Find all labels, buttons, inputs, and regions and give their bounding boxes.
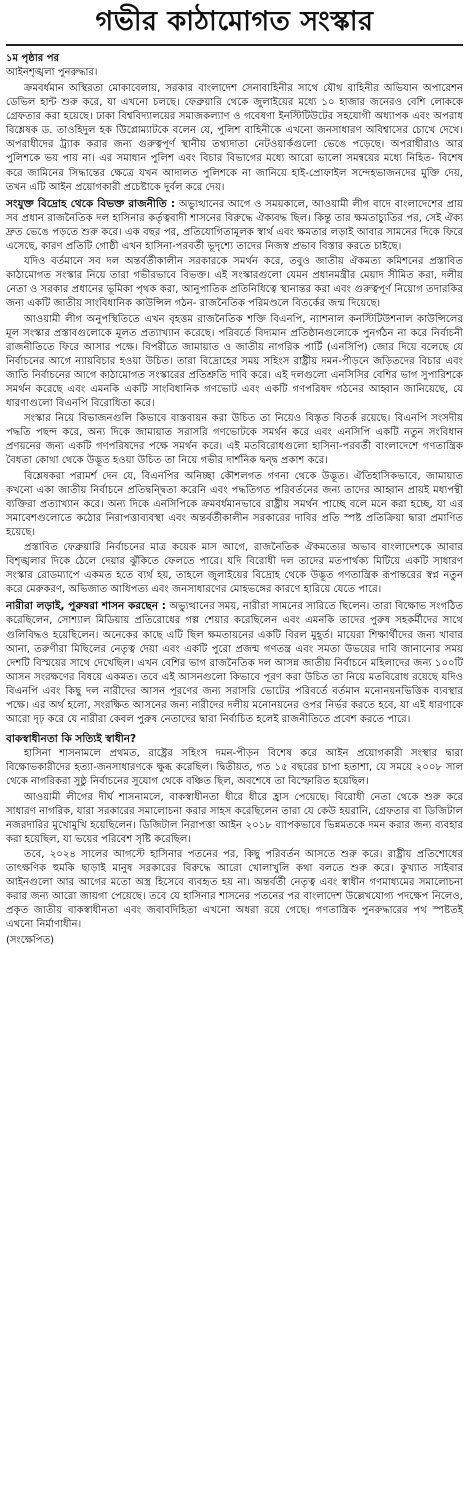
headline-divider (6, 44, 463, 46)
article-page (0, 2, 469, 1504)
subheading-rebellion: সংযুক্ত বিদ্রোহ থেকে বিভক্ত রাজনীতি : (6, 197, 176, 210)
paragraph-hasina-era: হাসিনা শাসনামলে প্রথমত, রাষ্ট্রের সহিংস দমন-পীড়ন বিশেষ করে আইন প্রয়োগকারী সংস্থার দ্বারা বিক্ষোভকারীদের হত্যা-জনসাধারণকে ক্ষুব্ধ করেছিল। দ্বিতীয়ত, গত ১৫ বছরের চাপা হতাশা, যে সময়ে ২০০৮ সাল থেকে নাগরিকরা সুষ্ঠু নির্বাচনের সুযোগ থেকে বঞ্চিত ছিল, অবশেষে তা বিস্ফোরিত হয়েছিল। (6, 748, 463, 788)
continued-from-label: ১ম পৃষ্ঠার পর (6, 53, 59, 64)
abridged-note: (সংক্ষেপিত) (6, 935, 54, 947)
article-headline: গভীর কাঠামোগত সংস্কার (95, 6, 374, 37)
subheading-women: নারীরা লড়াই, পুরুষরা শাসন করছেন : (6, 600, 166, 613)
paragraph-implementation: সংস্কার নিয়ে বিভাজনগুলি কিভাবে বাস্তবায়ন করা উচিত তা নিয়েও বিস্তৃত বিতর্ক রয়েছে। বিএনপি সংসদীয় পদ্ধতি পছন্দ করে, অন্য দিকে জামায়াত সরাসরি গণভোটকে সমর্থন করে এবং এনসিপি একটি নতুন সংবিধান প্রণয়নের জন্য একটি গণপরিষদের পক্ষে সমর্থন করে। এই মতবিরোধগুলো হাসিনা-পরবর্তী বাংলাদেশে গণতান্ত্রিক বৈধতা কোথা থেকে উদ্ভূত হওয়া উচিত তা নিয়ে গভীর দার্শনিক দ্বন্দ্ব প্রকাশ করে। (6, 413, 463, 467)
section-women (6, 598, 463, 727)
paragraph-after-fall: তবে, ২০২৪ সালের আগস্টে হাসিনার পতনের পর, কিছু পরিবর্তন আসতে শুরু করে। রাষ্ট্রীয় প্রতিশোধের তাৎক্ষণিক হুমকি ছাড়াই মানুষ সরকারের বিরুদ্ধে আরো খোলাখুলি কথা বলতে শুরু করে। কুখ্যাত সাইবার আইনগুলো আর আগের মতো অস্ত্র হিসেবে ব্যবহৃত হয় না। অন্তর্বর্তী নেতৃত্ব এবং স্বাধীন গণমাধ্যমের সমালোচনা করার জন্য আরো জায়গা পেয়েছে। তবে যে হাসিনার শাসনের পতনের পর বাংলাদেশ উল্লেখযোগ্য পদক্ষেপ নিলেও, প্রকৃত জাতীয় বাকস্বাধীনতা এবং জবাবদিহিতা এখনো অধরা রয়ে গেছে। গণতান্ত্রিক পুনরুদ্ধারের পথ স্পষ্টতই এখনো নির্মাণাধীন। (6, 848, 463, 931)
paragraph-women-lead: অভ্যুত্থানের সময়, নারীরা সামনের সারিতে ছিলেন। তারা বিক্ষোভ সংগঠিত করেছিলেন, সোশ্যাল মিডিয়ায় প্রতিরোধের গল্প শেয়ার করেছিলেন এবং এমনকি তাদের পুরুষ সহকর্মীদের সাথে গুলিবিদ্ধও হয়েছিলেন। অনেকের কাছে এটি ছিল ক্ষমতায়নের একটি বিরল মুহূর্ত। মায়েরা শিক্ষার্থীদের জন্য খাবার আনা, তরুণীরা মিছিলের নেতৃত্ব দেয়া এবং একটি পুরো প্রজন্ম গণতন্ত্র এবং সমতা উভয়ের দাবি জানানোর সময় দেশটি বিস্ময়ের সাথে দেখেছিল। এখন বেশির ভাগ রাজনৈতিক দল আসন্ন জাতীয় নির্বাচনে মহিলাদের জন্য ১০০টি আসন সংরক্ষণের বিষয়ে একমত। তবে এই আসনগুলো কিভাবে পূরণ করা উচিত তা নিয়ে মতবিরোধ রয়েছে যদিও বিএনপি এবং কিছু দল নারীদের আসন পূরণের জন্য সরাসরি ভোটের পরিবর্তে বর্তমান মনোনয়নভিত্তিক ব্যবস্থার পক্ষে। এর অর্থ হলো, সংরক্ষিত আসনের জন্য নারীদের দলীয় মনোনয়নের ওপর নির্ভর করতে হবে, যা এই ধারণাকে আরো দৃঢ় করে যে নারীরা কেবল পুরুষ নেতাদের দ্বারা নির্বাচিত হলেই রাজনীতিতে প্রবেশ করতে পারে। (6, 601, 463, 726)
intro-line: আইনশৃঙ্খলা পুনরুদ্ধার। (6, 67, 98, 78)
subheading-free-speech: বাকস্বাধীনতা কি সত্যিই স্বাধীন? (6, 733, 137, 746)
paragraph-law-order: ক্রমবর্ধমান অস্থিরতা মোকাবেলায়, সরকার বাংলাদেশ সেনাবাহিনীর সাথে যৌথ বাহিনীর অভিযান অপারেশন ডেভিল হান্ট শুরু করে, যা এখনো চলছে। ফেব্রুয়ারি থেকে জুলাইয়ের মধ্যে ১০ হাজার জনেরও বেশি লোককে গ্রেফতার করা হয়েছে। ঢাকা বিশ্ববিদ্যালয়ের সমাজকল্যাণ ও গবেষণা ইনস্টিটিউটের সহযোগী অধ্যাপক এবং অপরাধ বিশ্লেষক ড. তাওহিদুল হক উিপ্লোম্যাটকে বলেন যে, পুলিশ বাহিনীকে এখনো জনসাধারণ অবিশ্বাসের চোখে দেখে। অপরাধীদের ট্র্যাক করার জন্য গুরুত্বপূর্ণ স্থানীয় তথ্যদাতা নেটওয়ার্কগুলো ভেঙে পড়েছে। অপরাধীরাও আর পুলিশকে ভয় পায় না। এর সমাধান পুলিশ এবং বিচার বিভাগের মধ্যে আরো ভালো সমন্বয়ের মধ্যে নিহিত- বিশেষ করে জামিনের সিদ্ধান্তের ক্ষেত্রে যখন আদালত পুলিশকে না জানিয়ে হাই-প্রোফাইল সন্দেহভাজনদের মুক্তি দেয়, তখন এটি আইন প্রয়োগকারী প্রচেষ্টাকে দুর্বল করে দেয়। (6, 83, 463, 193)
paragraph-election-risk: প্রস্তাবিত ফেব্রুয়ারি নির্বাচনের মাত্র কয়েক মাস আগে, রাজনৈতিক ঐকমত্যের অভাব বাংলাদেশকে আবার বিশৃঙ্খলার দিকে ঠেলে দেয়ার ঝুঁকিতে ফেলতে পারে। যদি বিরোধী দল তাদের মতপার্থক্য মিটিয়ে একটি সাধারণ সংস্কার রোডম্যাপে একমত হতে ব্যর্থ হয়, তাহলে জুলাইয়ের বিদ্রোহ থেকে উদ্ভূত গণতান্ত্রিক রূপান্তরের স্বপ্ন নতুন করে মেরুকরণ, অভিজাত আধিপত্য এবং জনসাধারণের মোহভঙ্গের কারণে হারিয়ে যেতে পারে। (6, 542, 463, 596)
paragraph-bnp-stance: আওয়ামী লীগ অনুপস্থিতিতে এখন বৃহত্তম রাজনৈতিক শক্তি বিএনপি, ন্যাশনাল কনস্টিটিউশনাল কাউন্সিলের মূল সংস্কার প্রস্তাবগুলোকে মূলত প্রত্যাখ্যান করেছে। পরিবর্তে বিদ্যমান প্রতিষ্ঠানগুলোকে পুনর্গঠন না করে নির্বাচনী রাজনীতিতে ফিরে আসার পক্ষে। বিপরীতে জামায়াত ও জাতীয় নাগরিক পার্টি (এনসিপি) জোর দিয়ে বলেছে যে নির্বাচনের আগে ন্যায়বিচার হওয়া উচিত। তারা বিদ্রোহের সময় সহিংস রাষ্ট্রীয় দমন-পীড়নে জড়িতদের বিচার এবং জাতি নির্বাচনের আগে কাঠামোগত সংস্কারের প্রতিশ্রুতি দাবি করে। এই দলগুলো এনসিসির বেশির ভাগ সুপারিশকে সমর্থন করেছে এবং এমনকি একটি সাংবিধানিক গণভোট এবং একটি গণপরিষদ গঠনের আহ্বান জানিয়েছে, যে ধারণাগুলো বিএনপি বিরোধিতা করে। (6, 313, 463, 410)
paragraph-analysts: বিশ্লেষকরা পরামর্শ দেন যে, বিএনপির অনিচ্ছা কৌশলগত গণনা থেকে উদ্ভূত। ঐতিহাসিকভাবে, জামায়াত কখনো একা জাতীয় নির্বাচনে প্রতিদ্বন্দ্বিতা করেনি এবং পদ্ধতিগত পরিবর্তনের জন্য তাদের আহ্বান প্রায়ই মধ্যপন্থী ব্যক্তিরা প্রত্যাখ্যান করে। অন্য দিকে এনসিপিকে ক্রমবর্ধমানভাবে রাষ্ট্রীয় সমর্থন পাচ্ছে বলে মনে করা হচ্ছে, যা এর সমাবেশগুলোতে কঠোর নিরাপত্তাব্যবস্থা এবং অন্তর্বর্তীকালীন সরকারের দাবির প্রতি স্পষ্ট প্রতিক্রিয়া দ্বারা প্রমাণিত হয়েছে। (6, 470, 463, 538)
section-rebellion (6, 196, 463, 254)
paragraph-rebellion-lead: অভ্যুত্থানের আগে ও সময়কালে, আওয়ামী লীগ বাদে বাংলাদেশের প্রায় সব প্রধান রাজনৈতিক দল হাসিনার কর্তৃত্ববাদী শাসনের বিরুদ্ধে ঐক্যবদ্ধ ছিল। কিন্তু তার ক্ষমতাচ্যুতির পর, সেই ঐক্য দ্রুত ভেঙে পড়তে শুরু করে। এক বছর পর, প্রতিযোগিতামূলক স্বার্থ এবং ক্ষমতার লড়াই আবার সামনের দিকে ফিরে এসেছে, কারণ প্রতিটি গোষ্ঠী এখন হাসিনা-পরবর্তী ভূদৃশ্যে তাদের নিজস্ব প্রভাব বিস্তার করতে চাইছে। (6, 198, 463, 253)
paragraph-reform-divide: যদিও বর্তমানে সব দল অন্তর্বর্তীকালীন সরকারকে সমর্থন করে, তবুও জাতীয় ঐকমত্য কমিশনের প্রস্তাবিত কাঠামোগত সংস্কার নিয়ে তারা গভীরভাবে বিভক্ত। এই সংস্কারগুলো যেমন প্রধানমন্ত্রীর মেয়াদ সীমিত করা, দলীয় নেতা ও সরকার প্রধানের ভূমিকা পৃথক করা, আনুপাতিক প্রতিনিধিত্বে স্থানান্তর করা এবং গুরুত্বপূর্ণ নিয়োগ তদারকির জন্য একটি জাতীয় সাংবিধানিক কাউন্সিল গঠন- রাজনৈতিক পরিমণ্ডলে বিতর্কের জন্ম দিয়েছে। (6, 256, 463, 310)
paragraph-awami-rule: আওয়ামী লীগের দীর্ঘ শাসনামলে, বাকস্বাধীনতা ধীরে ধীরে হ্রাস পেয়েছে। বিরোধী নেতা থেকে শুরু করে সাধারণ নাগরিক, যারা সরকারের সমালোচনা করার সাহস করেছিলেন তারা যে কেউ হয়রানি, গ্রেফতার বা ডিজিটাল নজরদারির মুখোমুখি হয়েছিলেন। ডিজিটাল নিরাপত্তা আইন ২০১৮ ব্যাপকভাবে ভিন্নমতকে দমন করার জন্য ব্যবহার করা হয়েছিল, যা ভয়ের পরিবেশ সৃষ্টি করেছিল। (6, 791, 463, 845)
